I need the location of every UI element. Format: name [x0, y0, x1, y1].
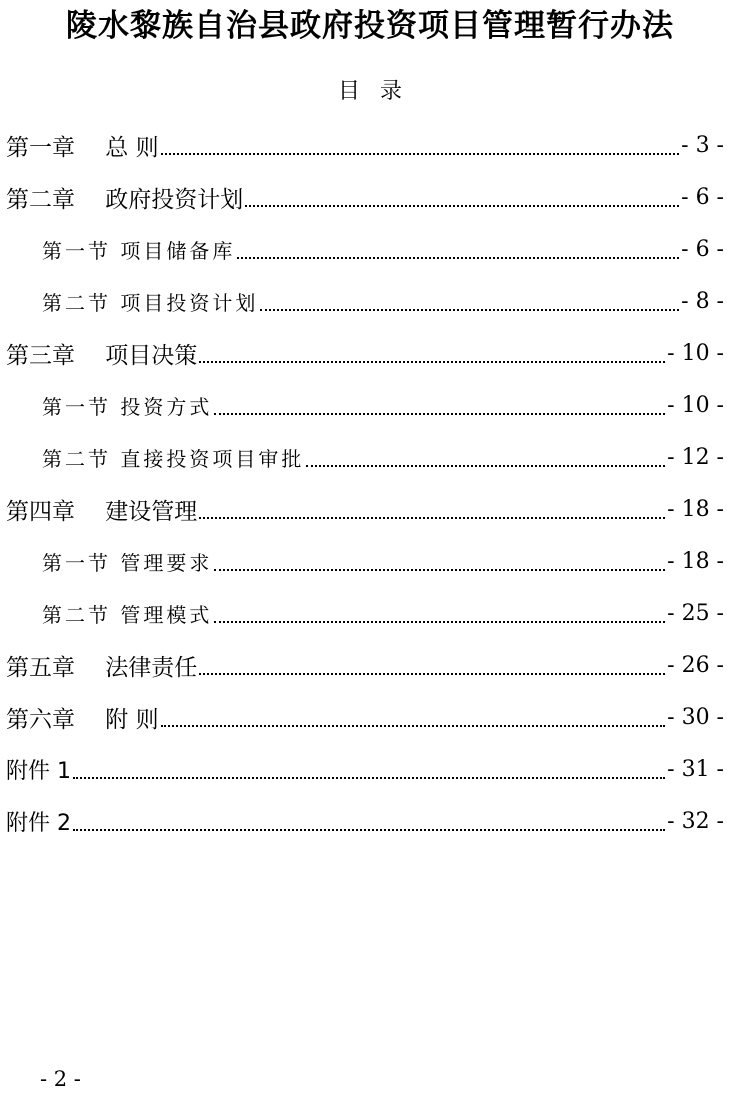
dot-leader [306, 465, 665, 467]
dot-leader [214, 569, 665, 571]
toc-chapter-3[interactable] [0, 328, 724, 378]
dot-leader [260, 309, 679, 311]
dot-leader [161, 725, 666, 727]
toc-page-number: - 26 - [667, 652, 724, 678]
toc-appendix-1[interactable] [0, 744, 724, 794]
toc-page-number: - 6 - [681, 236, 724, 262]
toc-page-number: - 10 - [667, 392, 724, 418]
toc-entry-label: 附件 1 [6, 758, 71, 784]
dot-leader [245, 205, 679, 207]
toc-section-4-2[interactable] [0, 588, 724, 638]
toc-section-3-1[interactable] [0, 380, 724, 430]
toc-page-number: - 25 - [667, 600, 724, 626]
toc-page-number: - 30 - [667, 704, 724, 730]
toc-entry-label: 附件 2 [6, 810, 71, 836]
toc-page-number: - 6 - [681, 184, 724, 210]
toc-heading: 目录 [337, 79, 422, 104]
toc-page-number: - 18 - [667, 496, 724, 522]
dot-leader [199, 517, 665, 519]
toc-section-2-2[interactable] [0, 276, 724, 326]
toc-chapter-6[interactable] [0, 692, 724, 742]
toc-chapter-2[interactable] [0, 172, 724, 222]
dot-leader [199, 673, 665, 675]
toc-appendix-2[interactable] [0, 796, 724, 846]
toc-chapter-4[interactable] [0, 484, 724, 534]
dot-leader [73, 777, 665, 779]
dot-leader [73, 829, 665, 831]
toc-page-number: - 10 - [667, 340, 724, 366]
toc-entry-label: 第一节 项目储备库 [42, 238, 236, 263]
toc-entry-label: 第一章 总 则 [6, 134, 159, 161]
toc-entry-label: 第三章 项目决策 [6, 342, 198, 369]
toc-page-number: - 8 - [681, 288, 724, 314]
toc-section-4-1[interactable] [0, 536, 724, 586]
toc-section-2-1[interactable] [0, 224, 724, 274]
toc-page-number: - 32 - [667, 808, 724, 834]
toc-entry-label: 第二节 管理模式 [42, 602, 213, 627]
toc-page-number: - 18 - [667, 548, 724, 574]
toc-entry-label: 第一节 投资方式 [42, 394, 213, 419]
dot-leader [214, 413, 665, 415]
toc-entry-label: 第二节 直接投资项目审批 [42, 446, 305, 471]
document-title: 陵水黎族自治县政府投资项目管理暂行办法 [66, 8, 674, 44]
toc-entry-label: 第六章 附 则 [6, 706, 159, 733]
toc-entry-label: 第二章 政府投资计划 [6, 186, 244, 213]
dot-leader [237, 257, 679, 259]
dot-leader [199, 361, 665, 363]
toc-page-number: - 12 - [667, 444, 724, 470]
dot-leader [214, 621, 665, 623]
toc-page-number: - 3 - [681, 132, 724, 158]
toc-entry-label: 第四章 建设管理 [6, 498, 198, 525]
toc-section-3-2[interactable] [0, 432, 724, 482]
toc-entry-label: 第二节 项目投资计划 [42, 290, 259, 315]
page-number-footer: - 2 - [40, 1067, 81, 1091]
toc-chapter-1[interactable] [0, 120, 724, 170]
toc-page-number: - 31 - [667, 756, 724, 782]
toc-entry-label: 第五章 法律责任 [6, 654, 198, 681]
toc-chapter-5[interactable] [0, 640, 724, 690]
toc-entry-label: 第一节 管理要求 [42, 550, 213, 575]
dot-leader [161, 153, 680, 155]
